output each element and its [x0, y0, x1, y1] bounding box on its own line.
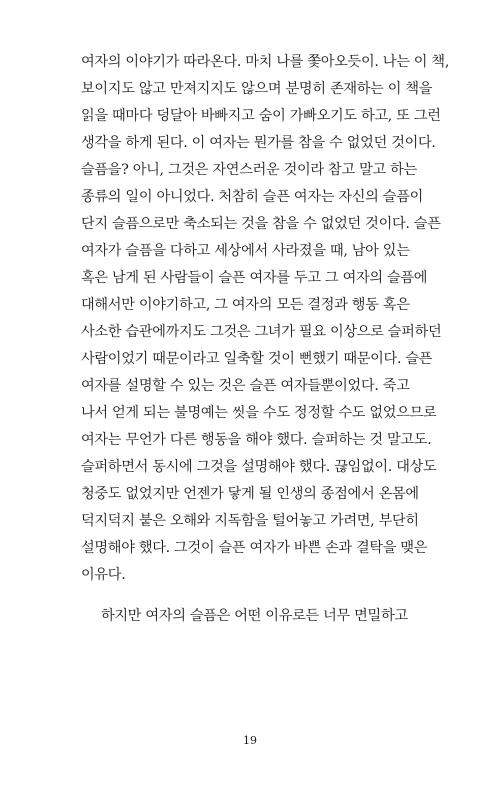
body-text-line: 청중도 없었지만 언젠가 닿게 될 인생의 종점에서 온몸에 [81, 486, 419, 502]
body-text-line: 여자의 이야기가 따라온다. 마치 나를 쫓아오듯이. 나는 이 책, [81, 54, 450, 70]
body-text-line: 대해서만 이야기하고, 그 여자의 모든 결정과 행동 혹은 [81, 297, 410, 313]
body-text-line: 이유다. [81, 567, 126, 583]
body-text-line: 덕지덕지 붙은 오해와 지독함을 털어놓고 가려면, 부단히 [81, 513, 419, 529]
body-text-line: 단지 슬픔으로만 축소되는 것을 참을 수 없었던 것이다. 슬픈 [81, 216, 441, 232]
body-text-line: 설명해야 했다. 그것이 슬픈 여자가 바쁜 손과 결탁을 맺은 [81, 540, 428, 556]
body-text-line: 읽을 때마다 덩달아 바빠지고 숨이 가빠오기도 하고, 또 그런 [81, 108, 441, 124]
body-text-line: 슬퍼하면서 동시에 그것을 설명해야 했다. 끊임없이. 대상도 [81, 459, 437, 475]
body-text-line: 사람이었기 때문이라고 일축할 것이 뻔했기 때문이다. 슬픈 [81, 351, 433, 367]
body-text-line: 사소한 습관에까지도 그것은 그녀가 필요 이상으로 슬퍼하던 [81, 324, 442, 340]
body-text-line: 슬픔을? 아니, 그것은 자연스러운 것이라 참고 말고 하는 [81, 162, 417, 178]
page-number: 19 [243, 734, 257, 747]
body-text-line: 여자를 설명할 수 있는 것은 슬픈 여자들뿐이었다. 죽고 [81, 378, 410, 394]
body-text-line: 여자가 슬픔을 다하고 세상에서 사라졌을 때, 남아 있는 [81, 243, 410, 259]
body-text-line: 나서 얻게 되는 불명예는 씻을 수도 정정할 수도 없었으므로 [81, 405, 437, 421]
body-text-line: 여자는 무언가 다른 행동을 해야 했다. 슬퍼하는 것 말고도. [81, 432, 432, 448]
body-text-line: 보이지도 않고 만져지지도 않으며 분명히 존재하는 이 책을 [81, 81, 433, 97]
body-text-line: 생각을 하게 된다. 이 여자는 뭔가를 참을 수 없었던 것이다. [81, 135, 436, 151]
body-text-line: 종류의 일이 아니었다. 처참히 슬픈 여자는 자신의 슬픔이 [81, 189, 423, 205]
paragraph-start-line: 하지만 여자의 슬픔은 어떤 이유로든 너무 면밀하고 [101, 608, 408, 624]
body-text-line: 혹은 남게 된 사람들이 슬픈 여자를 두고 그 여자의 슬픔에 [81, 270, 428, 286]
